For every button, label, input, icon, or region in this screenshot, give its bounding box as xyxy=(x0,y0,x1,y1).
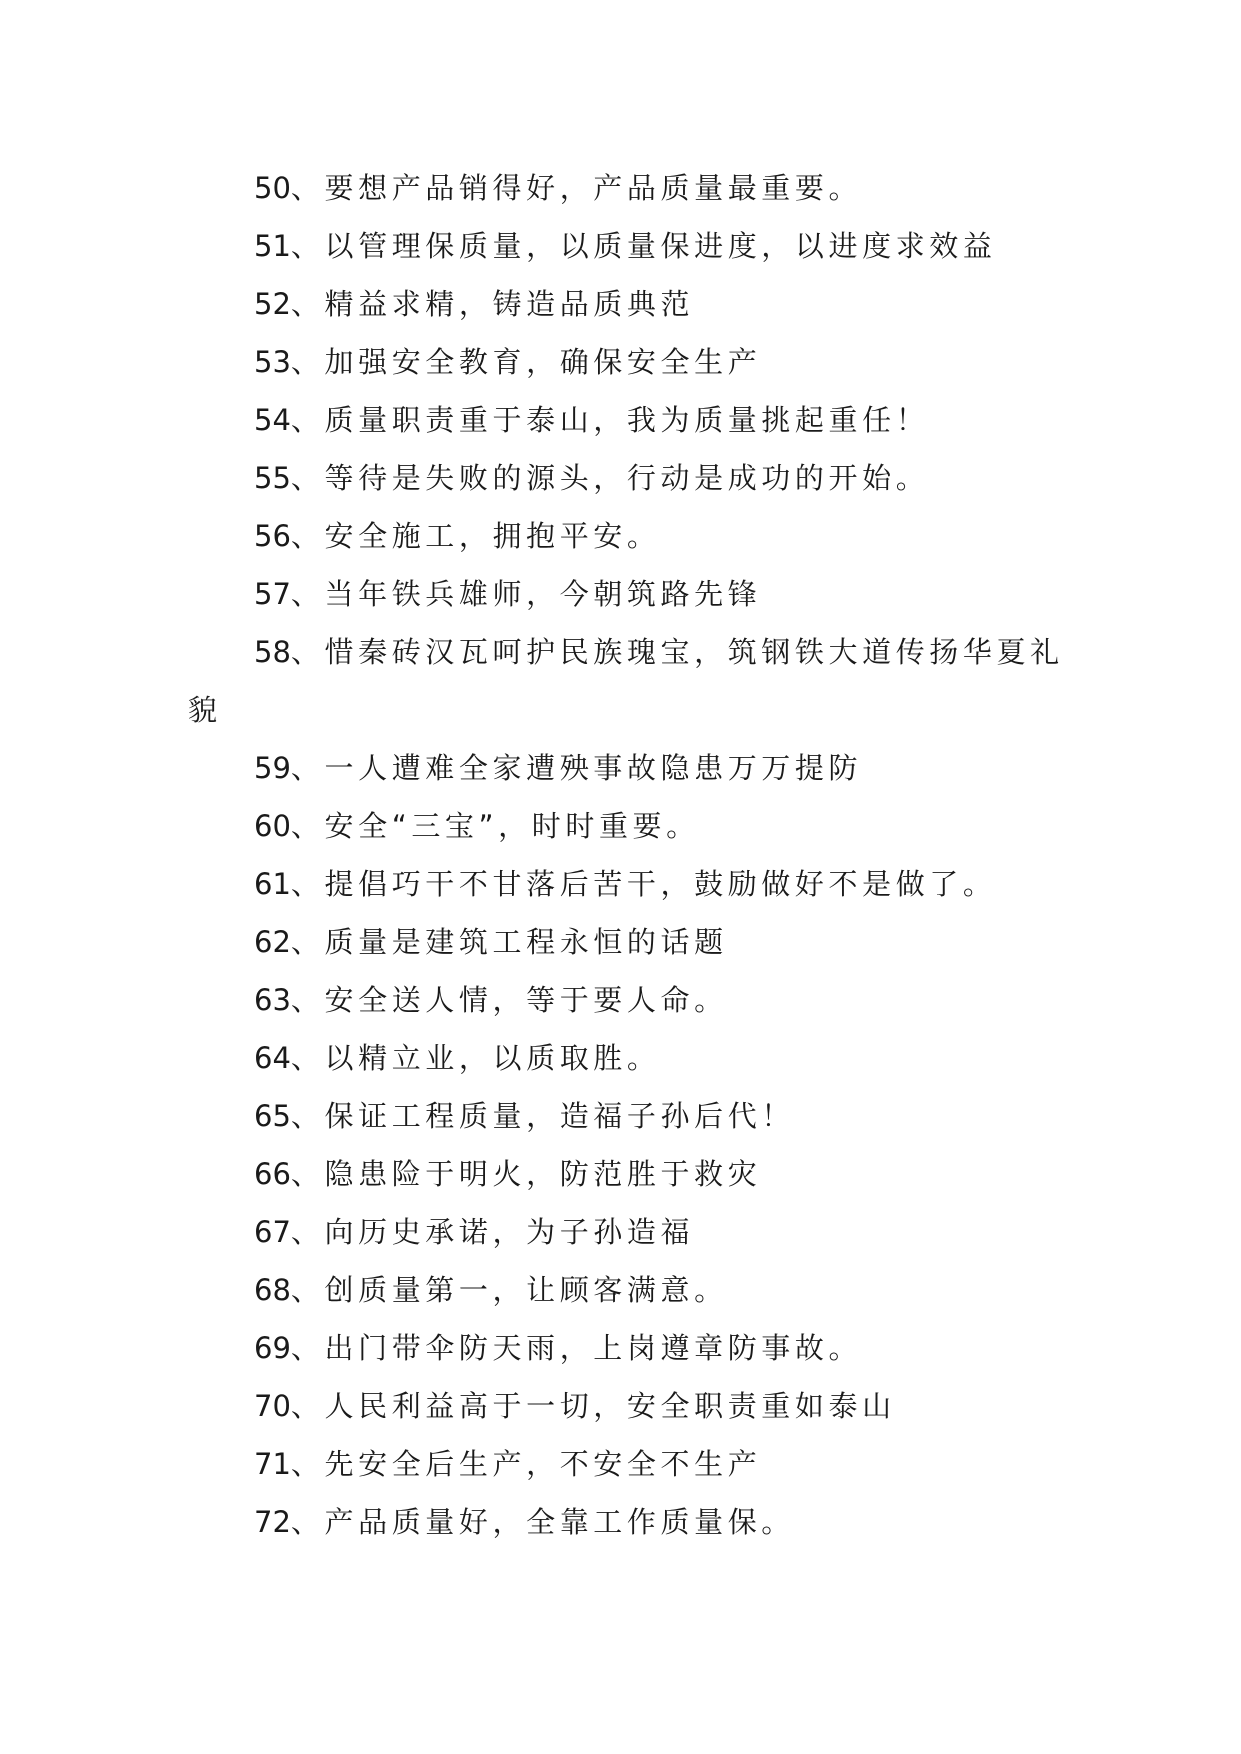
item-number: 63 xyxy=(254,983,291,1017)
list-item xyxy=(188,623,1068,739)
document-content xyxy=(188,159,1068,1551)
item-number: 57 xyxy=(254,577,291,611)
item-number: 64 xyxy=(254,1041,291,1075)
item-text: 、出门带伞防天雨，上岗遵章防事故。 xyxy=(290,1331,863,1365)
item-number: 67 xyxy=(254,1215,291,1249)
list-item xyxy=(188,449,1068,507)
item-text: 、以管理保质量，以质量保进度，以进度求效益 xyxy=(290,229,997,263)
item-number: 58 xyxy=(254,635,291,669)
list-item xyxy=(188,1435,1068,1493)
list-item xyxy=(188,217,1068,275)
item-text: 、惜秦砖汉瓦呵护民族瑰宝，筑钢铁大道传扬华夏礼貌 xyxy=(188,635,1064,727)
item-text: 、产品质量好，全靠工作质量保。 xyxy=(290,1505,795,1539)
item-text: 、精益求精，铸造品质典范 xyxy=(290,287,695,321)
list-item xyxy=(188,797,1068,855)
item-text: 、提倡巧干不甘落后苦干，鼓励做好不是做了。 xyxy=(290,867,997,901)
item-number: 61 xyxy=(254,867,291,901)
list-item xyxy=(188,275,1068,333)
item-number: 70 xyxy=(254,1389,291,1423)
list-item xyxy=(188,507,1068,565)
item-text: 、人民利益高于一切，安全职责重如泰山 xyxy=(290,1389,896,1423)
item-text: 、质量是建筑工程永恒的话题 xyxy=(290,925,728,959)
item-number: 59 xyxy=(254,751,291,785)
item-text: 、加强安全教育，确保安全生产 xyxy=(290,345,762,379)
item-text: 、安全“三宝”，时时重要。 xyxy=(290,809,700,843)
item-text: 、质量职责重于泰山，我为质量挑起重任！ xyxy=(290,403,930,437)
item-number: 60 xyxy=(254,809,291,843)
list-item xyxy=(188,1145,1068,1203)
list-item xyxy=(188,565,1068,623)
list-item xyxy=(188,1493,1068,1551)
item-text: 、创质量第一，让顾客满意。 xyxy=(290,1273,728,1307)
item-text: 、要想产品销得好，产品质量最重要。 xyxy=(290,171,863,205)
item-text: 、当年铁兵雄师，今朝筑路先锋 xyxy=(290,577,762,611)
list-item xyxy=(188,159,1068,217)
item-text: 、向历史承诺，为子孙造福 xyxy=(290,1215,695,1249)
item-text: 、安全送人情，等于要人命。 xyxy=(290,983,728,1017)
item-number: 65 xyxy=(254,1099,291,1133)
item-text: 、安全施工，拥抱平安。 xyxy=(290,519,661,553)
item-number: 68 xyxy=(254,1273,291,1307)
item-text: 、保证工程质量，造福子孙后代！ xyxy=(290,1099,795,1133)
item-number: 51 xyxy=(254,229,291,263)
list-item xyxy=(188,391,1068,449)
list-item xyxy=(188,1087,1068,1145)
item-number: 56 xyxy=(254,519,291,553)
list-item xyxy=(188,1261,1068,1319)
list-item xyxy=(188,913,1068,971)
item-number: 55 xyxy=(254,461,291,495)
item-text: 、隐患险于明火，防范胜于救灾 xyxy=(290,1157,762,1191)
item-number: 54 xyxy=(254,403,291,437)
item-number: 52 xyxy=(254,287,291,321)
list-item xyxy=(188,1029,1068,1087)
item-number: 66 xyxy=(254,1157,291,1191)
list-item xyxy=(188,739,1068,797)
item-number: 50 xyxy=(254,171,291,205)
item-text: 、以精立业，以质取胜。 xyxy=(290,1041,661,1075)
list-item xyxy=(188,855,1068,913)
item-text: 、一人遭难全家遭殃事故隐患万万提防 xyxy=(290,751,863,785)
list-item xyxy=(188,1203,1068,1261)
item-number: 72 xyxy=(254,1505,291,1539)
list-item xyxy=(188,1319,1068,1377)
list-item xyxy=(188,971,1068,1029)
list-item xyxy=(188,333,1068,391)
list-item xyxy=(188,1377,1068,1435)
item-number: 69 xyxy=(254,1331,291,1365)
item-number: 71 xyxy=(254,1447,291,1481)
item-text: 、等待是失败的源头，行动是成功的开始。 xyxy=(290,461,930,495)
item-text: 、先安全后生产，不安全不生产 xyxy=(290,1447,762,1481)
item-number: 53 xyxy=(254,345,291,379)
item-number: 62 xyxy=(254,925,291,959)
